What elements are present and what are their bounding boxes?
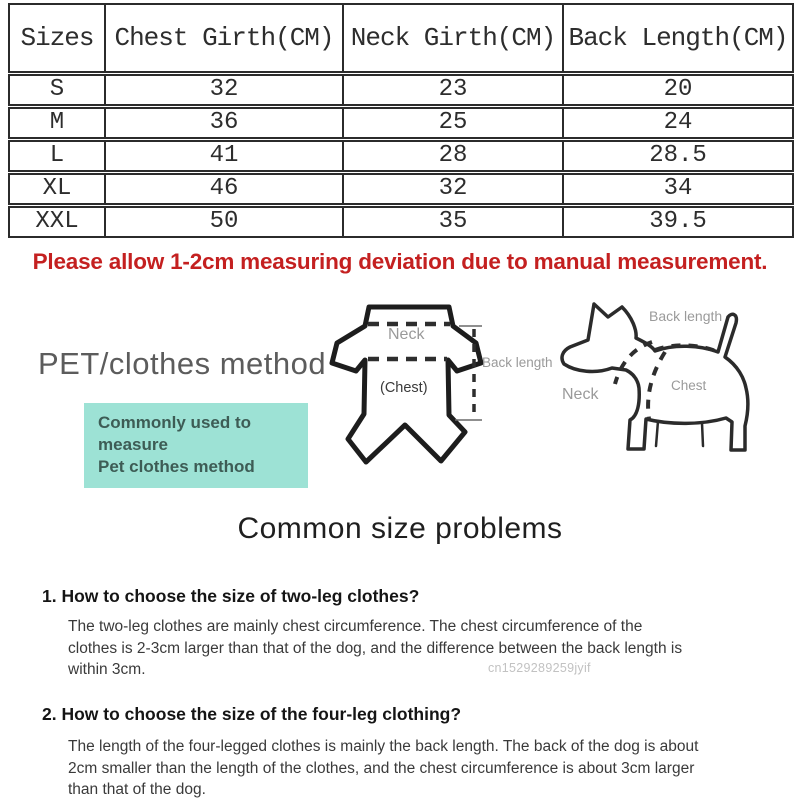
table-row — [9, 74, 793, 107]
faq-answer-1-line-3: within 3cm. — [68, 661, 146, 678]
table-header-row — [9, 4, 793, 74]
table-row — [9, 206, 793, 238]
faq-answer-2-line-3: than that of the dog. — [68, 781, 206, 798]
dog-outline-shape — [562, 304, 748, 450]
col-header-sizes: Sizes — [9, 4, 105, 74]
cell-neck: 25 — [343, 107, 563, 140]
faq-answer-1-line-1: The two-leg clothes are mainly chest circumference. The chest circumference of the — [68, 618, 643, 635]
highlight-line-2: Pet clothes method — [98, 457, 255, 477]
faq-answer-2 — [68, 736, 698, 801]
cell-back: 24 — [563, 107, 793, 140]
cell-size: S — [9, 74, 105, 107]
cell-back: 28.5 — [563, 140, 793, 173]
cell-size: XL — [9, 173, 105, 206]
faq-answer-1-line-2: clothes is 2-3cm larger than that of the dog, and the difference between the back length is — [68, 639, 683, 657]
faq-question-1: 1. How to choose the size of two-leg clothes? — [42, 586, 420, 606]
col-header-chest: Chest Girth(CM) — [105, 4, 343, 74]
cell-back: 34 — [563, 173, 793, 206]
faq-answer-2-line-1: The length of the four-legged clothes is mainly the back length. The back of the dog is about — [68, 738, 699, 755]
size-chart-table — [8, 3, 794, 238]
table-row — [9, 173, 793, 206]
cell-neck: 32 — [343, 173, 563, 206]
dog-back-length-label: Back length — [649, 308, 723, 324]
cell-neck: 28 — [343, 140, 563, 173]
highlight-line-1: Commonly used to measure — [98, 413, 252, 455]
cell-back: 20 — [563, 74, 793, 107]
seller-watermark: cn1529289259jyif — [488, 661, 591, 675]
faq-question-2: 2. How to choose the size of the four-leg clothing? — [42, 704, 462, 724]
faq-heading: Common size problems — [237, 512, 563, 545]
faq-answer-2-line-2: 2cm smaller than the length of the clothes, and the chest circumference is about 3cm larger — [68, 759, 695, 777]
clothes-diagram — [322, 293, 557, 488]
cell-chest: 41 — [105, 140, 343, 173]
col-header-back: Back Length(CM) — [563, 4, 793, 74]
cell-neck: 35 — [343, 206, 563, 238]
cell-chest: 46 — [105, 173, 343, 206]
table-row — [9, 107, 793, 140]
clothes-chest-label: (Chest) — [380, 380, 428, 396]
measuring-deviation-notice: Please allow 1-2cm measuring deviation due to manual measurement. — [32, 249, 768, 274]
clothes-back-length-label: Back length — [482, 355, 553, 370]
table-row — [9, 140, 793, 173]
cell-size: XXL — [9, 206, 105, 238]
cell-back: 39.5 — [563, 206, 793, 238]
dog-diagram — [542, 288, 794, 488]
clothes-neck-label: Neck — [388, 326, 425, 343]
cell-chest: 36 — [105, 107, 343, 140]
cell-size: L — [9, 140, 105, 173]
cell-chest: 32 — [105, 74, 343, 107]
cell-chest: 50 — [105, 206, 343, 238]
dog-chest-label: Chest — [671, 378, 707, 393]
method-title: PET/clothes method — [38, 346, 327, 381]
cell-size: M — [9, 107, 105, 140]
method-highlight-box — [84, 403, 308, 488]
cell-neck: 23 — [343, 74, 563, 107]
col-header-neck: Neck Girth(CM) — [343, 4, 563, 74]
dog-neck-label: Neck — [562, 386, 599, 403]
